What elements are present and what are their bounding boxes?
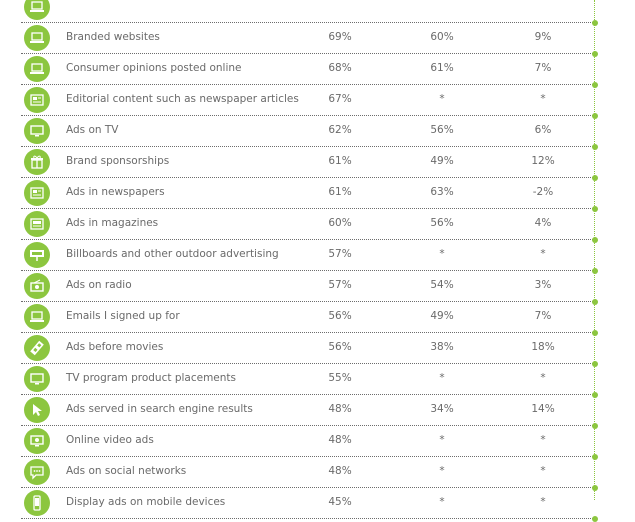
row-value-v3: 18% bbox=[531, 341, 555, 353]
row-label: Editorial content such as newspaper articles bbox=[66, 93, 299, 105]
film-icon bbox=[24, 335, 50, 361]
row-separator bbox=[21, 518, 595, 519]
table-row bbox=[0, 395, 635, 426]
row-label: Online video ads bbox=[66, 434, 154, 446]
row-value-v1: 55% bbox=[328, 372, 352, 384]
table-row bbox=[0, 209, 635, 240]
row-label: Brand sponsorships bbox=[66, 155, 170, 167]
row-label: Ads on social networks bbox=[66, 465, 187, 477]
row-value-v1: 57% bbox=[328, 279, 352, 291]
table-row bbox=[0, 147, 635, 178]
table-row bbox=[0, 333, 635, 364]
row-value-v3: 7% bbox=[534, 62, 552, 74]
row-label: Branded websites bbox=[66, 31, 160, 43]
tv-icon bbox=[24, 366, 50, 392]
row-value-v1: 48% bbox=[328, 465, 352, 477]
row-value-v3: * bbox=[540, 496, 546, 508]
row-value-v1: 62% bbox=[328, 124, 352, 136]
row-value-v1: 68% bbox=[328, 62, 352, 74]
row-value-v2: * bbox=[439, 496, 445, 508]
row-value-v1: 57% bbox=[328, 248, 352, 260]
billboard-icon bbox=[24, 242, 50, 268]
cursor-icon bbox=[24, 397, 50, 423]
row-value-v2: 56% bbox=[430, 217, 454, 229]
row-value-v2: * bbox=[439, 465, 445, 477]
row-label: Consumer opinions posted online bbox=[66, 62, 242, 74]
row-label: Display ads on mobile devices bbox=[66, 496, 226, 508]
row-value-v2: 61% bbox=[430, 62, 454, 74]
row-value-v1: 48% bbox=[328, 403, 352, 415]
gift-icon bbox=[24, 149, 50, 175]
row-value-v1: 61% bbox=[328, 186, 352, 198]
row-value-v3: * bbox=[540, 372, 546, 384]
table-row bbox=[0, 488, 635, 519]
mobile-phone-icon bbox=[24, 490, 50, 516]
table-row bbox=[0, 364, 635, 395]
row-value-v1: 48% bbox=[328, 434, 352, 446]
newspaper-icon bbox=[24, 180, 50, 206]
table-row bbox=[0, 457, 635, 488]
tv-icon bbox=[24, 118, 50, 144]
table-row bbox=[0, 426, 635, 457]
table-row bbox=[0, 0, 635, 23]
table-row bbox=[0, 116, 635, 147]
row-value-v2: 49% bbox=[430, 155, 454, 167]
row-label: Ads in newspapers bbox=[66, 186, 165, 198]
radio-icon bbox=[24, 273, 50, 299]
row-value-v1: 56% bbox=[328, 341, 352, 353]
row-value-v2: 54% bbox=[430, 279, 454, 291]
row-value-v3: 7% bbox=[534, 310, 552, 322]
speech-bubble-icon bbox=[24, 459, 50, 485]
table-row bbox=[0, 271, 635, 302]
row-end-dot bbox=[592, 516, 598, 522]
row-value-v3: 4% bbox=[534, 217, 552, 229]
table-row bbox=[0, 240, 635, 271]
table-row bbox=[0, 85, 635, 116]
row-value-v2: 60% bbox=[430, 31, 454, 43]
row-label: Ads before movies bbox=[66, 341, 164, 353]
table-row bbox=[0, 54, 635, 85]
row-value-v2: * bbox=[439, 93, 445, 105]
laptop-icon bbox=[24, 25, 50, 51]
row-value-v3: 14% bbox=[531, 403, 555, 415]
laptop-icon bbox=[24, 56, 50, 82]
row-value-v1: 56% bbox=[328, 310, 352, 322]
row-value-v3: * bbox=[540, 248, 546, 260]
row-value-v3: 3% bbox=[534, 279, 552, 291]
row-label: Ads in magazines bbox=[66, 217, 159, 229]
row-value-v2: 63% bbox=[430, 186, 454, 198]
row-value-v1: 61% bbox=[328, 155, 352, 167]
row-value-v1: 67% bbox=[328, 93, 352, 105]
newspaper-icon bbox=[24, 87, 50, 113]
row-value-v2: * bbox=[439, 248, 445, 260]
row-value-v3: 6% bbox=[534, 124, 552, 136]
row-value-v2: 56% bbox=[430, 124, 454, 136]
table-row bbox=[0, 302, 635, 333]
row-value-v3: * bbox=[540, 93, 546, 105]
row-label: Ads on radio bbox=[66, 279, 132, 291]
video-monitor-icon bbox=[24, 428, 50, 454]
row-value-v1: 60% bbox=[328, 217, 352, 229]
row-value-v3: * bbox=[540, 465, 546, 477]
table-row bbox=[0, 23, 635, 54]
table-row bbox=[0, 178, 635, 209]
row-value-v2: 34% bbox=[430, 403, 454, 415]
row-value-v1: 69% bbox=[328, 31, 352, 43]
row-label: Ads served in search engine results bbox=[66, 403, 253, 415]
magazine-icon bbox=[24, 211, 50, 237]
row-value-v3: -2% bbox=[532, 186, 554, 198]
row-label: TV program product placements bbox=[66, 372, 236, 384]
row-value-v2: * bbox=[439, 372, 445, 384]
row-label: Billboards and other outdoor advertising bbox=[66, 248, 279, 260]
laptop-icon bbox=[24, 0, 50, 20]
row-value-v3: 9% bbox=[534, 31, 552, 43]
laptop-icon bbox=[24, 304, 50, 330]
row-value-v3: 12% bbox=[531, 155, 555, 167]
row-value-v2: 38% bbox=[430, 341, 454, 353]
row-value-v2: 49% bbox=[430, 310, 454, 322]
row-value-v2: * bbox=[439, 434, 445, 446]
row-value-v3: * bbox=[540, 434, 546, 446]
row-label: Emails I signed up for bbox=[66, 310, 180, 322]
row-value-v1: 45% bbox=[328, 496, 352, 508]
row-label: Ads on TV bbox=[66, 124, 119, 136]
